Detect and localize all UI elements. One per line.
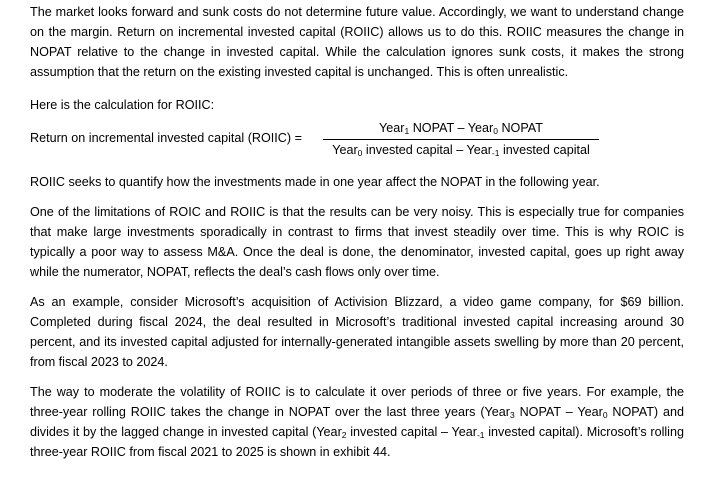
roiic-formula: [30, 118, 684, 162]
microsoft-example-paragraph: As an example, consider Microsoft’s acquisition of Activision Blizzard, a video game company, for $69 billion. Completed during fiscal 2024, the deal resulted in Microsoft’s traditional invested capital increasing around 30 percent, and its invested capital adjusted for internally-generated intangible assets swelling by more than 20 percent, from fiscal 2023 to 2024.: [30, 295, 684, 369]
intro-paragraph: The market looks forward and sunk costs do not determine future value. Accordingly, we want to understand change on the margin. Return on incremental invested capital (ROIIC) allows us to do this. ROIIC measures the change in NOPAT relative to the change in invested capital. While the calculation ignores sunk costs, it makes the strong assumption that the return on the existing invested capital is unchanged. This is often unrealistic.: [30, 5, 684, 79]
formula-label: Return on incremental invested capital (ROIIC) =: [30, 131, 302, 145]
formula-fraction: [323, 118, 599, 160]
calculation-intro: Here is the calculation for ROIIC:: [30, 98, 215, 112]
fraction-bar: [323, 139, 599, 140]
limitations-paragraph: One of the limitations of ROIC and ROIIC is that the results can be very noisy. This is especially true for companies that make large investments sporadically in contrast to firms that invest steadily over time. This is why ROIC is typically a poor way to assess M&A. Once the deal is done, the denominator, invested capital, goes up right away while the numerator, NOPAT, reflects the deal’s cash flows only over time.: [30, 205, 684, 279]
formula-numerator: Year$_1$ NOPAT – Year$_0$ NOPAT: [379, 121, 543, 136]
roiic-purpose-paragraph: ROIIC seeks to quantify how the investments made in one year affect the NOPAT in the following year.: [30, 175, 600, 189]
formula-denominator: Year$_0$ invested capital – Year$_{-1}$ invested capital: [332, 143, 590, 158]
rolling-roiic-paragraph: The way to moderate the volatility of ROIIC is to calculate it over periods of three or five years. For example, the three-year rolling ROIIC takes the change in NOPAT over the last three years (Year$_3$ NOPAT – Year$_0$ NOPAT) and divides it by the lagged change in invested capital (Year$_2$ invested capital – Year$_{-1}$ invested capital). Microsoft’s rolling three-year ROIIC from fiscal 2021 to 2025 is shown in exhibit 44.: [30, 385, 684, 459]
